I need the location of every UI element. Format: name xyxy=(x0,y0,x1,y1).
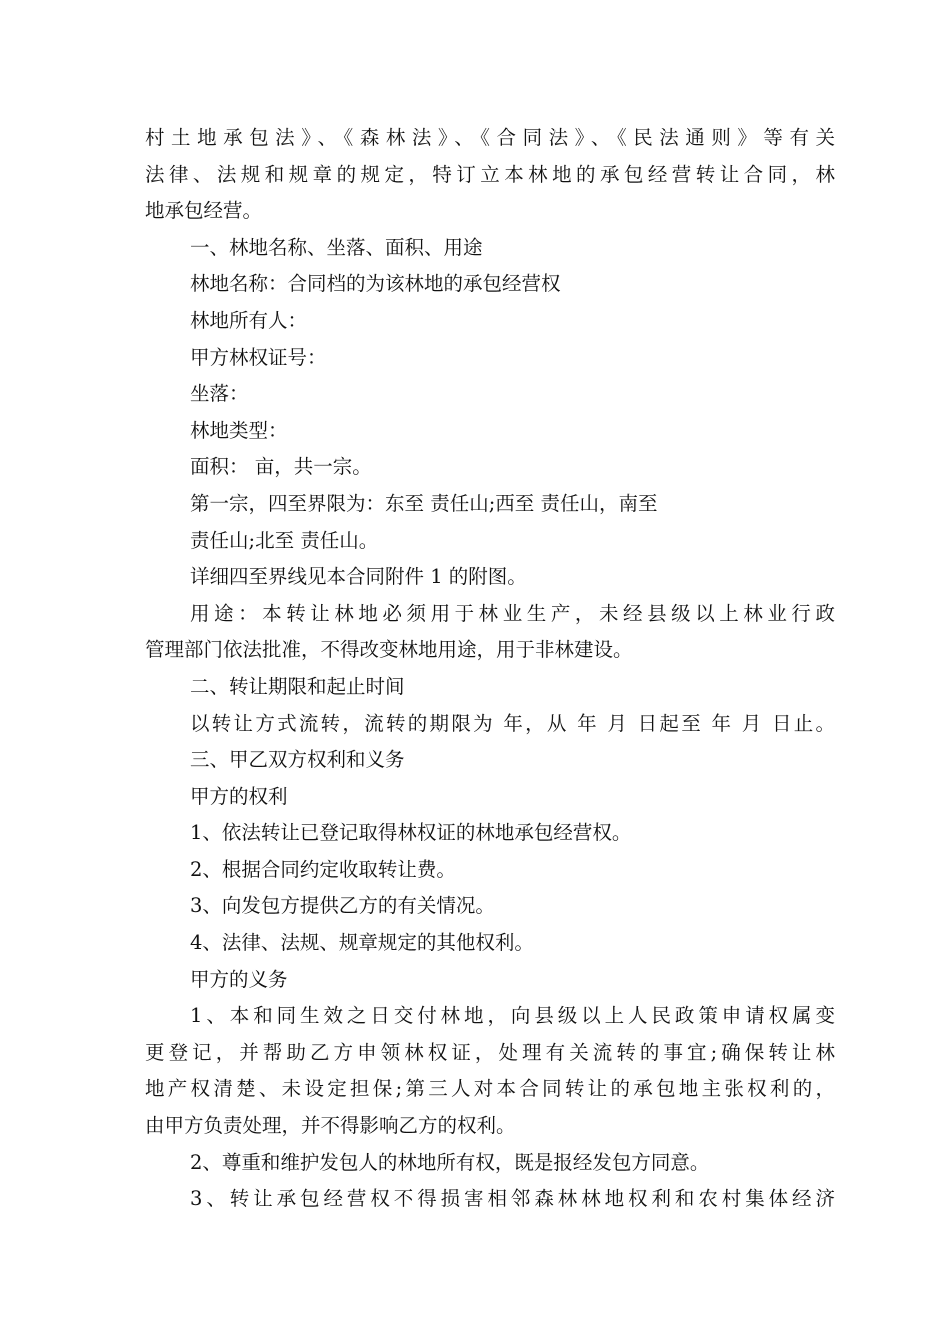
list-item: 2、尊重和维护发包人的林地所有权，既是报经发包方同意。 xyxy=(190,1150,710,1174)
field-term: 以转让方式流转，流转的期限为 年，从 年 月 日起至 年 月 日止。 xyxy=(190,711,835,735)
field-usage: 用途：本转让林地必须用于林业生产，未经县级以上林业行政 xyxy=(190,601,835,625)
list-item: 4、法律、法规、规章规定的其他权利。 xyxy=(190,931,534,955)
document-body xyxy=(145,120,835,1218)
field-forest-type: 林地类型： xyxy=(190,418,288,442)
section-heading-1: 一、林地名称、坐落、面积、用途 xyxy=(190,235,483,259)
list-item: 2、根据合同约定收取转让费。 xyxy=(190,857,456,881)
paragraph-line: 村土地承包法》、《森林法》、《合同法》、《民法通则》等有关 xyxy=(145,126,835,149)
paragraph-line: 地承包经营。 xyxy=(145,199,263,223)
subheading-party-a-rights: 甲方的权利 xyxy=(190,784,288,808)
list-item: 3、向发包方提供乙方的有关情况。 xyxy=(190,894,495,918)
list-item: 1、本和同生效之日交付林地，向县级以上人民政策申请权属变 xyxy=(190,1004,835,1028)
paragraph-line: 法律、法规和规章的规定，特订立本林地的承包经营转让合同，林 xyxy=(145,162,835,186)
section-heading-2: 二、转让期限和起止时间 xyxy=(190,674,405,698)
field-area: 面积： 亩，共一宗。 xyxy=(190,455,372,479)
subheading-party-a-obligations: 甲方的义务 xyxy=(190,967,288,991)
list-item-cont: 地产权清楚、未设定担保;第三人对本合同转让的承包地主张权利的， xyxy=(145,1077,835,1101)
field-boundaries-cont: 责任山;北至 责任山。 xyxy=(190,528,379,552)
list-item: 1、依法转让已登记取得林权证的林地承包经营权。 xyxy=(190,821,632,845)
field-location: 坐落： xyxy=(190,382,249,406)
list-item-cont: 由甲方负责处理，并不得影响乙方的权利。 xyxy=(145,1114,516,1138)
list-item-cont: 更登记，并帮助乙方申领林权证，处理有关流转的事宜;确保转让林 xyxy=(145,1040,835,1064)
field-boundary-appendix: 详细四至界线见本合同附件 1 的附图。 xyxy=(190,565,527,589)
field-certificate-number: 甲方林权证号： xyxy=(190,345,327,369)
field-boundaries: 第一宗，四至界限为：东至 责任山;西至 责任山，南至 xyxy=(190,491,658,515)
field-usage-cont: 管理部门依法批准，不得改变林地用途，用于非林建设。 xyxy=(145,638,633,662)
section-heading-3: 三、甲乙双方权利和义务 xyxy=(190,748,405,772)
field-forest-name: 林地名称：合同档的为该林地的承包经营权 xyxy=(190,272,561,296)
field-forest-owner: 林地所有人： xyxy=(190,308,308,332)
list-item: 3、转让承包经营权不得损害相邻森林林地权利和农村集体经济 xyxy=(190,1187,835,1211)
